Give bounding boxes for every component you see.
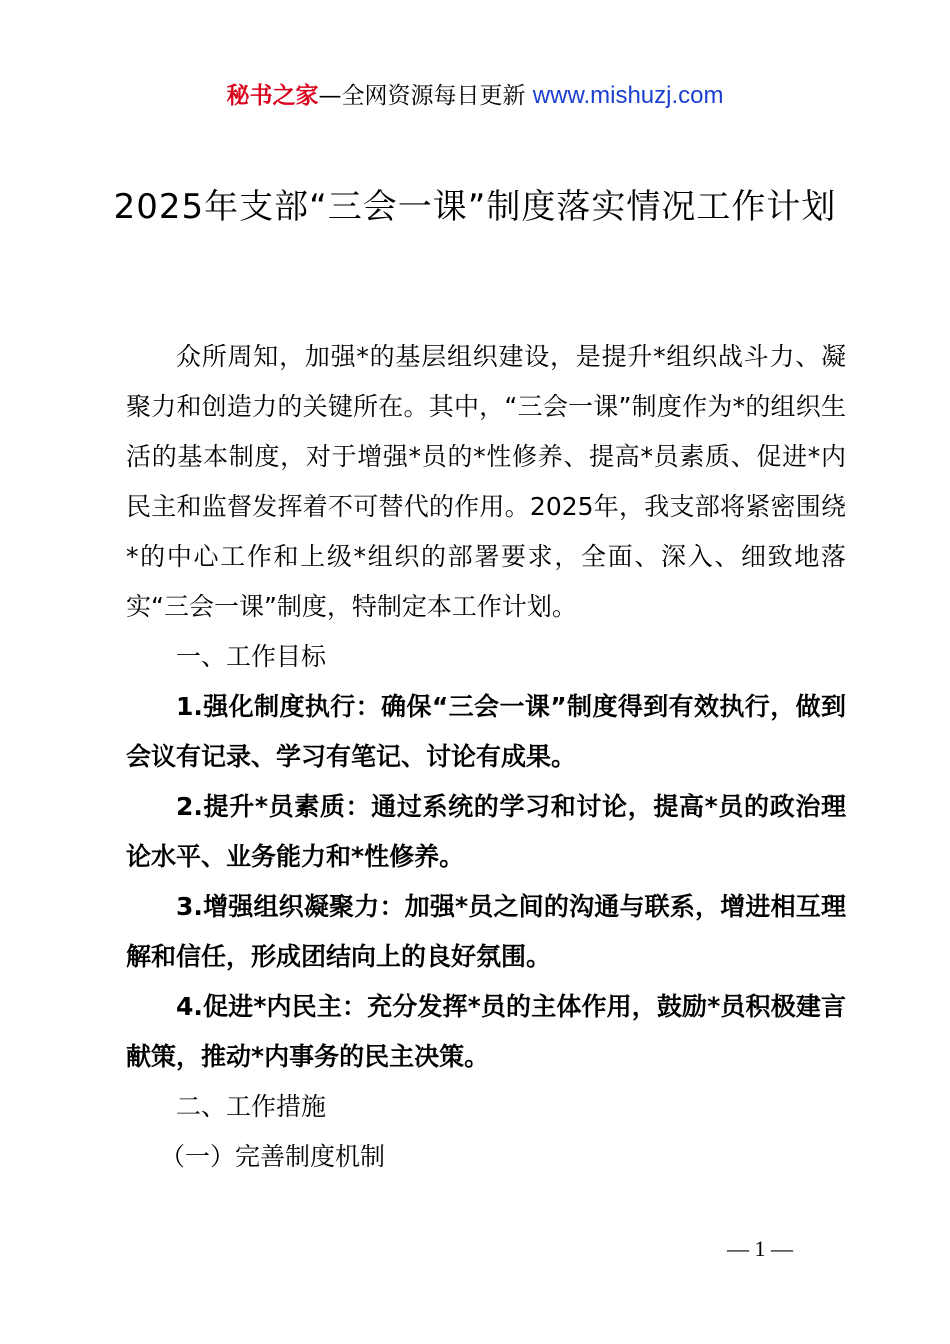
intro-paragraph: 众所周知，加强*的基层组织建设，是提升*组织战斗力、凝聚力和创造力的关键所在。其中，“三会一课”制度作为*的组织生活的基本制度，对于增强*员的*性修养、提高*员素质、促进*内民主和监督发挥着不可替代的作用。2025年，我支部将紧密围绕*的中心工作和上级*组织的部署要求，全面、深入、细致地落实“三会一课”制度，特制定本工作计划。 bbox=[126, 342, 846, 621]
goal-item-1: 1.强化制度执行：确保“三会一课”制度得到有效执行，做到会议有记录、学习有笔记、讨论有成果。 bbox=[126, 692, 846, 771]
header-banner bbox=[0, 80, 950, 112]
brand-name: 秘书之家 bbox=[226, 83, 319, 109]
banner-tagline: —全网资源每日更新 bbox=[318, 83, 526, 109]
goal-item-4: 4.促进*内民主：充分发挥*员的主体作用，鼓励*员积极建言献策，推动*内事务的民主决策。 bbox=[126, 992, 846, 1071]
page-number: — 1 — bbox=[727, 1236, 793, 1261]
section-heading-measures: 二、工作措施 bbox=[176, 1092, 327, 1121]
goal-item-2: 2.提升*员素质：通过系统的学习和讨论，提高*员的政治理论水平、业务能力和*性修养。 bbox=[126, 792, 846, 871]
goal-item-3: 3.增强组织凝聚力：加强*员之间的沟通与联系，增进相互理解和信任，形成团结向上的良好氛围。 bbox=[126, 892, 846, 971]
document-body bbox=[126, 332, 846, 1182]
site-url[interactable]: www.mishuzj.com bbox=[532, 82, 724, 109]
subsection-heading: （一）完善制度机制 bbox=[160, 1142, 386, 1171]
document-title: 2025年支部“三会一课”制度落实情况工作计划 bbox=[113, 187, 837, 227]
section-heading-goals: 一、工作目标 bbox=[176, 642, 327, 671]
